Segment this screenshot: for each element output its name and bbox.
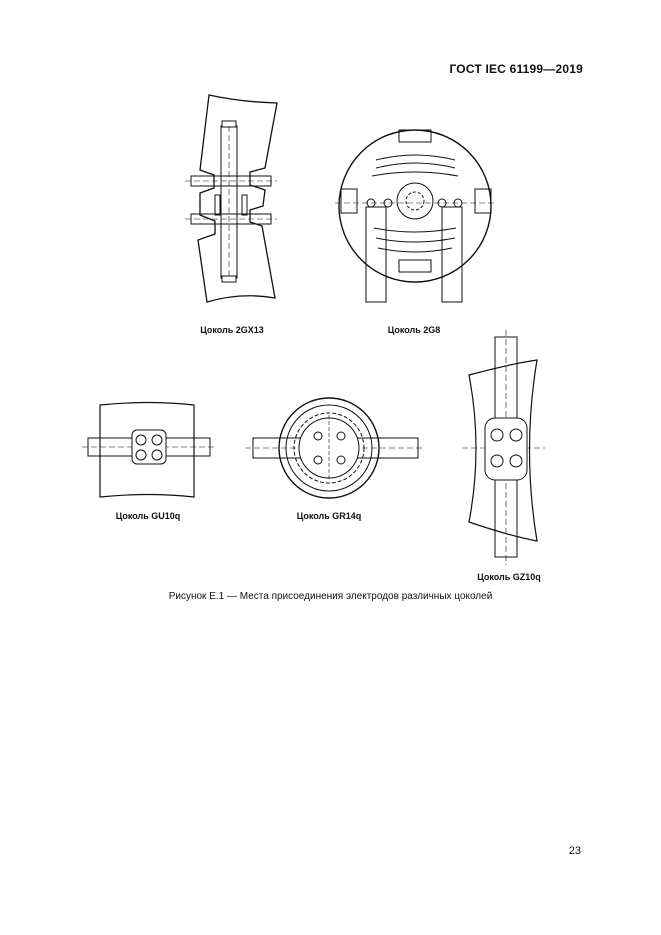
document-header: ГОСТ IEC 61199—2019: [449, 62, 583, 76]
drawing-gr14q: [245, 398, 425, 498]
label-gz10q: Цоколь GZ10q: [477, 572, 541, 582]
drawing-gz10q: [462, 330, 545, 565]
label-2gx13: Цоколь 2GX13: [200, 325, 264, 335]
drawing-gu10q: [82, 403, 216, 498]
label-gu10q: Цоколь GU10q: [115, 511, 181, 521]
drawing-2gx13: [185, 95, 277, 302]
label-gr14q: Цоколь GR14q: [296, 511, 362, 521]
figure-caption: Рисунок Е.1 — Места присоединения электродов различных цоколей: [168, 591, 493, 602]
label-2g8: Цоколь 2G8: [387, 325, 441, 335]
drawing-2g8: [335, 130, 495, 302]
page-number: 23: [568, 845, 581, 857]
